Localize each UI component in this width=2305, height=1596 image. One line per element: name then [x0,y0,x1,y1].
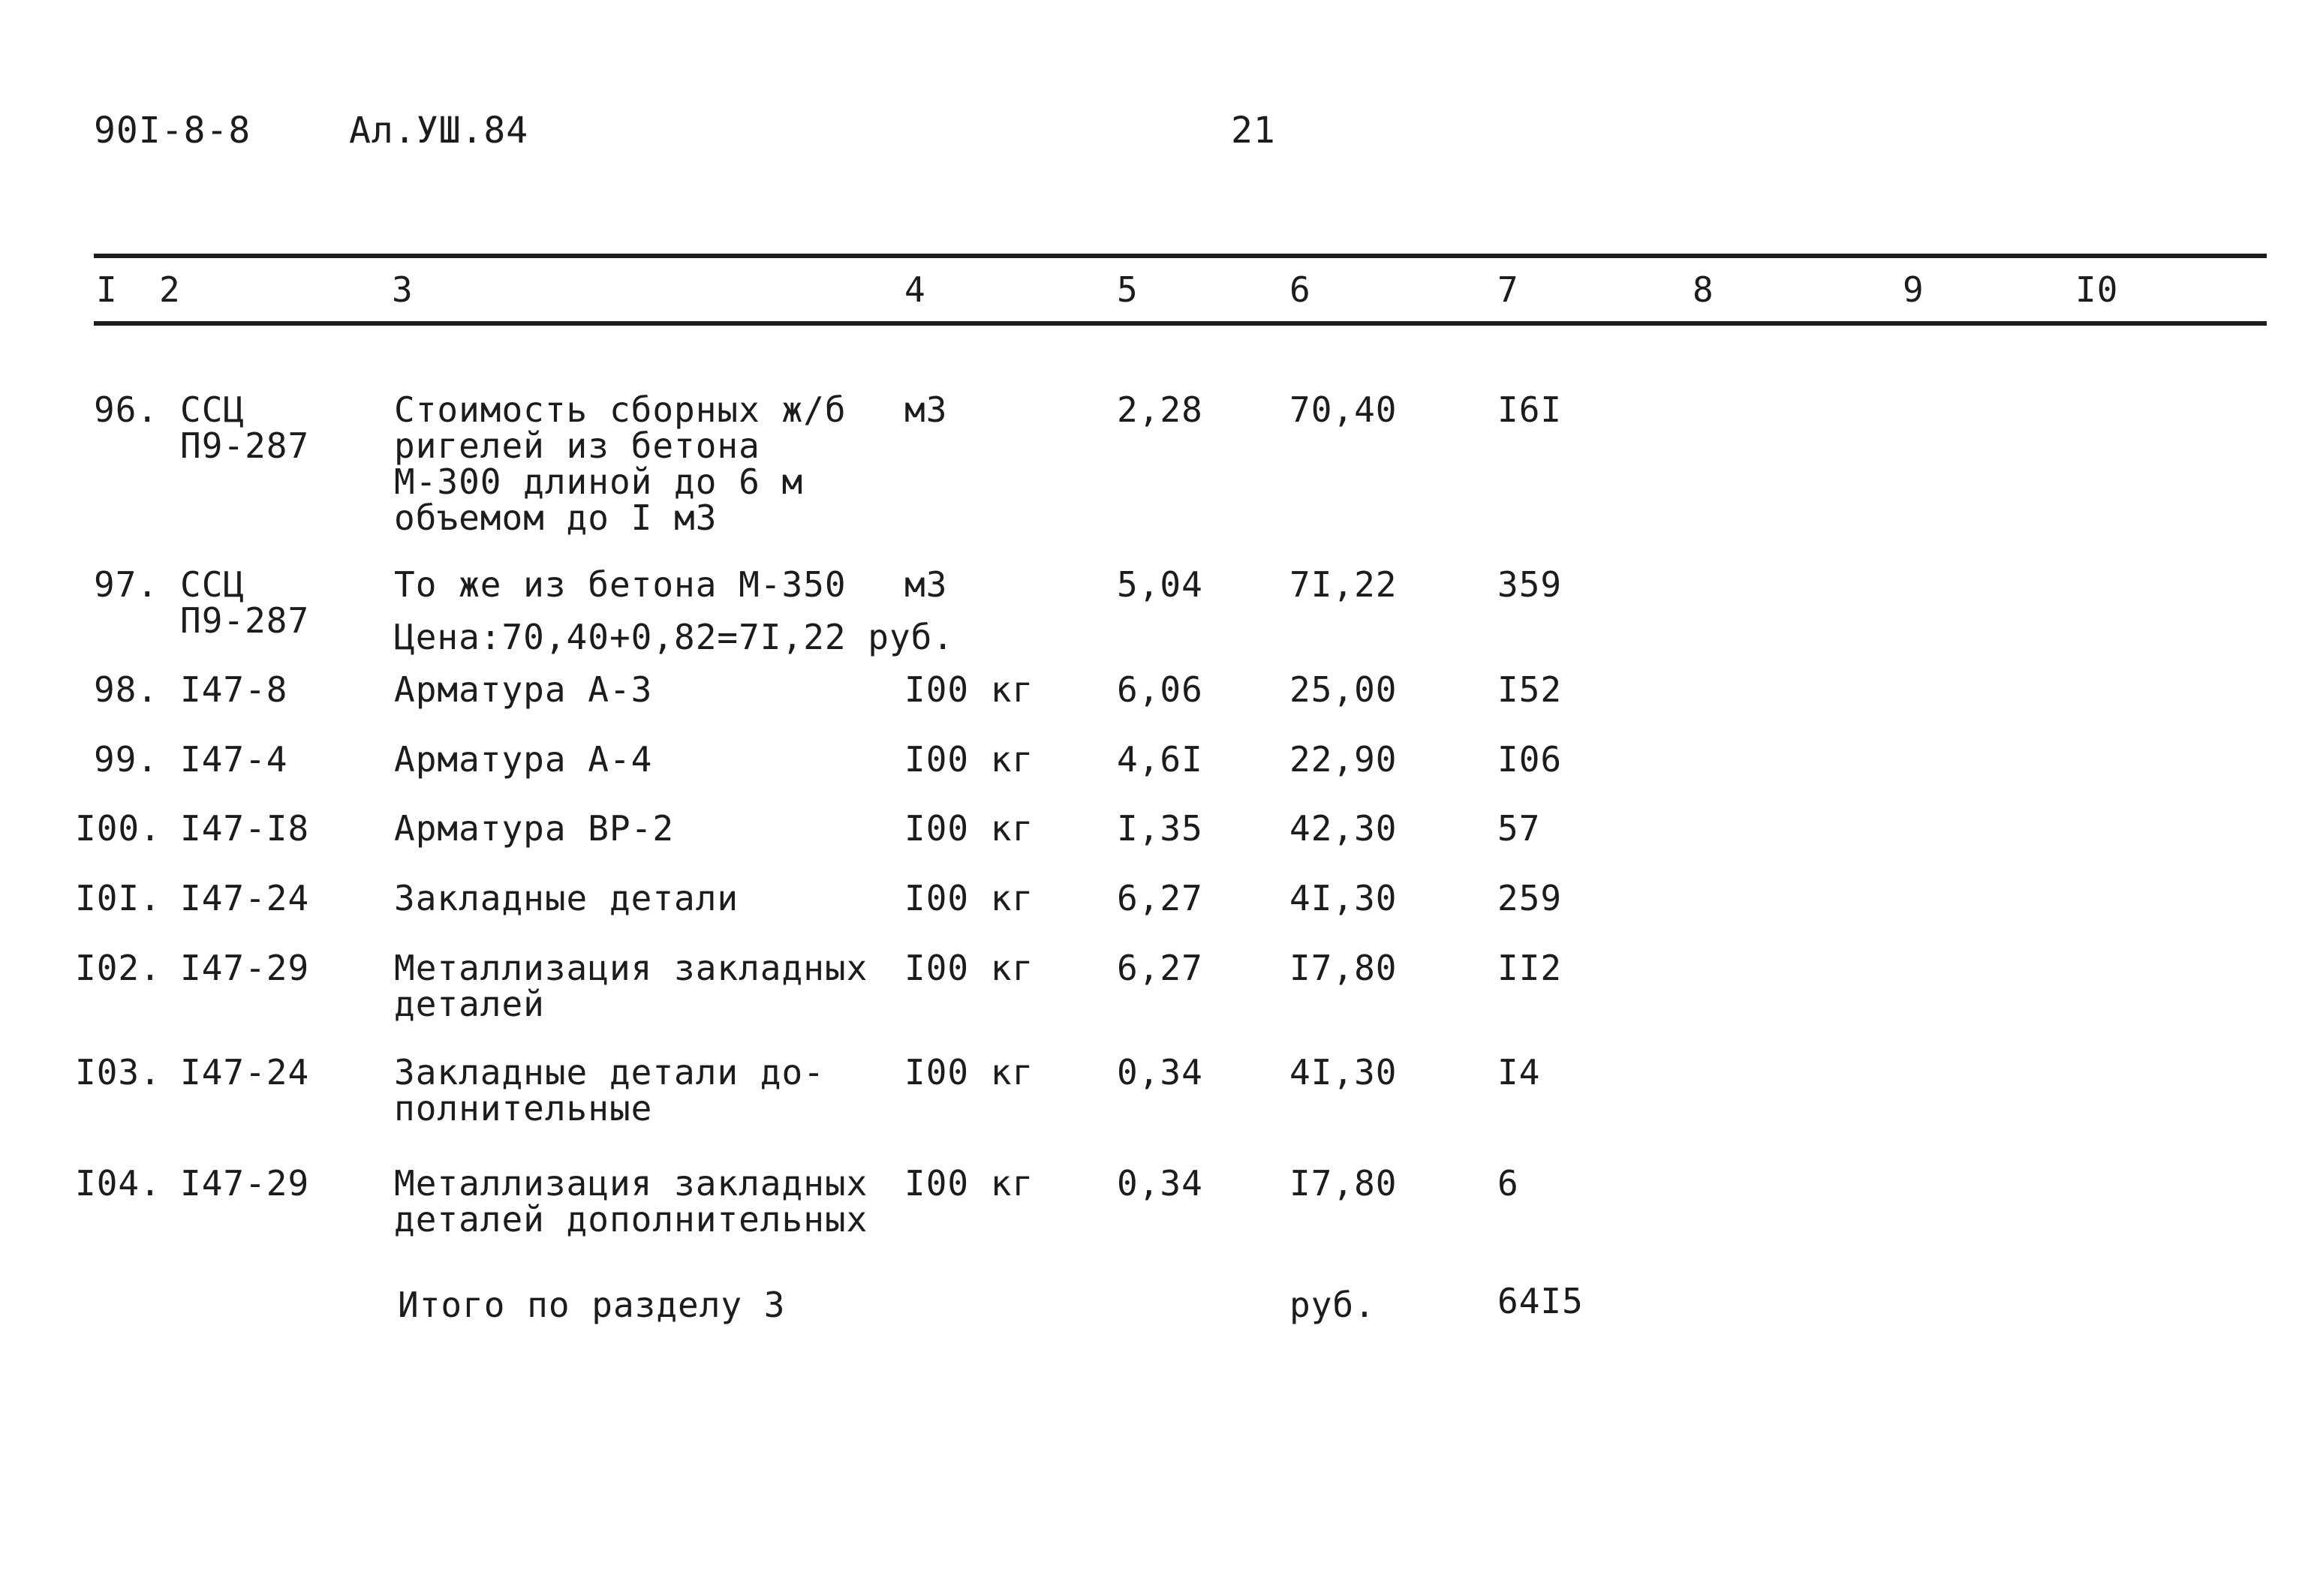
row-number: 96. [94,389,159,430]
total-cost: II2 [1497,948,1563,988]
row-number: 97. [94,564,159,605]
unit-price: 70,40 [1289,389,1398,430]
unit: I00 кг [904,669,1034,710]
quantity: 6,27 [1117,878,1203,918]
row-number: I03. [75,1052,161,1093]
unit: I00 кг [904,1163,1034,1204]
item-description: деталей [394,984,545,1024]
total-cost: 359 [1497,564,1563,605]
quantity: 6,27 [1117,948,1203,988]
unit: м3 [904,564,948,605]
quantity: I,35 [1117,808,1203,849]
unit-price: I7,80 [1289,1163,1398,1204]
table-header-bottom-rule [94,321,2267,326]
row-number: I04. [75,1163,161,1204]
column-header: 2 [159,269,181,310]
quantity: 4,6I [1117,739,1203,780]
norm-code: ССЦ [180,564,245,605]
item-description: Арматура А-3 [394,669,653,710]
column-header: I [96,269,118,310]
total-cost: I06 [1497,739,1563,780]
norm-code: П9-287 [180,600,310,641]
unit: I00 кг [904,948,1034,988]
unit-price: 25,00 [1289,669,1398,710]
total-cost: I52 [1497,669,1563,710]
column-header: 4 [904,269,926,310]
item-description: М-300 длиной до 6 м [394,461,804,502]
norm-code: I47-29 [180,1163,310,1204]
total-cost: 57 [1497,808,1541,849]
unit-price: 22,90 [1289,739,1398,780]
item-description: Стоимость сборных ж/б [394,389,847,430]
column-header: 5 [1117,269,1139,310]
column-header: 7 [1497,269,1519,310]
album-code: Ал.УШ.84 [349,110,529,152]
quantity: 0,34 [1117,1163,1203,1204]
unit: I00 кг [904,1052,1034,1093]
page-number: 21 [1231,110,1276,152]
unit: м3 [904,389,948,430]
unit-price: 4I,30 [1289,1052,1398,1093]
section-total-unit: руб. [1289,1285,1376,1325]
section-total-value: 64I5 [1497,1281,1584,1321]
document-code: 90I-8-8 [94,110,251,152]
row-number: I02. [75,948,161,988]
column-header: I0 [2075,269,2119,310]
item-description: объемом до I м3 [394,497,718,538]
norm-code: I47-29 [180,948,310,988]
quantity: 0,34 [1117,1052,1203,1093]
item-description: Арматура ВР-2 [394,808,675,849]
item-description: полнительные [394,1088,653,1129]
column-header: 9 [1903,269,1924,310]
quantity: 2,28 [1117,389,1203,430]
unit: I00 кг [904,878,1034,918]
quantity: 5,04 [1117,564,1203,605]
quantity: 6,06 [1117,669,1203,710]
row-number: 99. [94,739,159,780]
norm-code: I47-4 [180,739,288,780]
section-total-label: Итого по разделу 3 [398,1285,786,1325]
norm-code: I47-8 [180,669,288,710]
item-description: ригелей из бетона [394,425,760,466]
unit-price: I7,80 [1289,948,1398,988]
total-cost: I4 [1497,1052,1541,1093]
item-description: Металлизация закладных [394,1163,868,1204]
column-header: 6 [1289,269,1311,310]
norm-code: I47-24 [180,1052,310,1093]
item-description: Закладные детали [394,878,739,918]
row-number: I00. [75,808,161,849]
item-description: Закладные детали до- [394,1052,825,1093]
norm-code: П9-287 [180,425,310,466]
total-cost: 6 [1497,1163,1519,1204]
unit: I00 кг [904,808,1034,849]
item-description: Металлизация закладных [394,948,868,988]
unit-price: 7I,22 [1289,564,1398,605]
item-description: Арматура А-4 [394,739,653,780]
norm-code: I47-I8 [180,808,310,849]
row-number: I0I. [75,878,161,918]
row-number: 98. [94,669,159,710]
unit-price: 42,30 [1289,808,1398,849]
total-cost: I6I [1497,389,1563,430]
unit-price: 4I,30 [1289,878,1398,918]
table-top-rule [94,254,2267,258]
norm-code: ССЦ [180,389,245,430]
total-cost: 259 [1497,878,1563,918]
item-description: деталей дополнительных [394,1199,868,1240]
item-description: То же из бетона М-350 [394,564,847,605]
price-note: Цена:70,40+0,82=7I,22 руб. [394,617,955,657]
unit: I00 кг [904,739,1034,780]
norm-code: I47-24 [180,878,310,918]
column-header: 8 [1693,269,1714,310]
column-header: 3 [392,269,414,310]
